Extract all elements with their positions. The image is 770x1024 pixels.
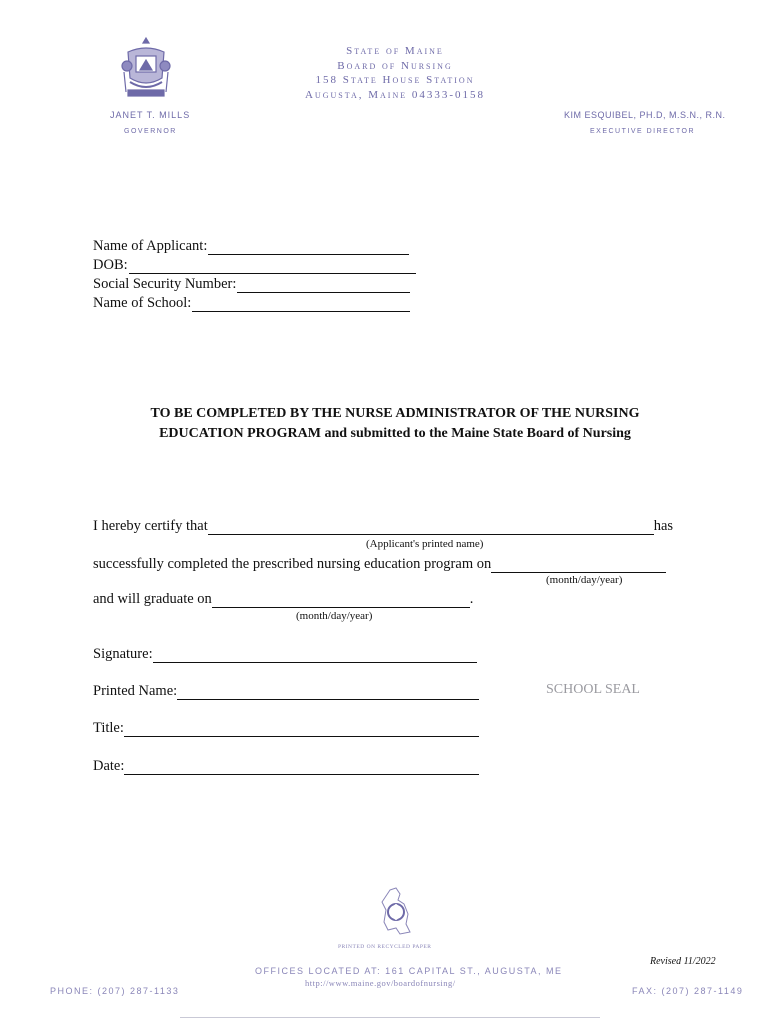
instructions-line-2: EDUCATION PROGRAM and submitted to the Maine State Board of Nursing <box>159 426 631 441</box>
board-name: Board of Nursing <box>337 59 453 72</box>
graduation-date-line[interactable] <box>212 593 470 608</box>
school-field[interactable] <box>93 295 410 312</box>
applicant-name-field[interactable] <box>93 238 409 255</box>
date-line[interactable] <box>124 760 479 775</box>
ssn-field[interactable] <box>93 276 410 293</box>
ssn-line[interactable] <box>237 278 410 293</box>
phone-number: PHONE: (207) 287-1133 <box>50 986 180 996</box>
printed-name-label: Printed Name: <box>93 683 178 699</box>
director-title: EXECUTIVE DIRECTOR <box>590 128 696 135</box>
completion-row <box>93 556 666 573</box>
graduation-end: . <box>469 591 474 607</box>
graduation-text: and will graduate on <box>93 591 212 607</box>
governor-name: JANET T. MILLS <box>110 110 191 120</box>
school-seal-placeholder: SCHOOL SEAL <box>546 682 640 697</box>
signature-row <box>93 646 477 663</box>
fax-number: FAX: (207) 287-1149 <box>632 986 744 996</box>
graduation-date-hint: (month/day/year) <box>296 610 373 622</box>
state-name: State of Maine <box>346 45 444 57</box>
office-address: OFFICES LOCATED AT: 161 CAPITAL ST., AUGUSTA, ME <box>255 966 563 976</box>
graduation-row <box>93 591 473 608</box>
dob-field[interactable] <box>93 257 416 274</box>
printed-name-line[interactable] <box>177 685 479 700</box>
recycle-map-icon <box>372 886 420 938</box>
applicant-name-label: Name of Applicant: <box>93 238 208 254</box>
printed-name-row <box>93 683 479 700</box>
certify-suffix: has <box>653 518 674 534</box>
board-station: 158 State House Station <box>315 74 475 86</box>
board-city: Augusta, Maine 04333-0158 <box>304 88 486 101</box>
completion-date-line[interactable] <box>491 558 666 573</box>
revision-date: Revised 11/2022 <box>650 956 716 967</box>
applicant-name-hint: (Applicant's printed name) <box>366 538 484 550</box>
certify-row <box>93 518 673 535</box>
signature-label: Signature: <box>93 646 153 662</box>
completion-date-hint: (month/day/year) <box>546 574 623 586</box>
school-line[interactable] <box>192 297 410 312</box>
date-row <box>93 758 479 775</box>
date-label: Date: <box>93 758 125 774</box>
title-line[interactable] <box>124 722 479 737</box>
governor-title: GOVERNOR <box>124 128 177 135</box>
school-label: Name of School: <box>93 295 192 311</box>
dob-line[interactable] <box>129 259 416 274</box>
board-website-link[interactable]: http://www.maine.gov/boardofnursing/ <box>305 978 456 988</box>
applicant-name-line[interactable] <box>208 240 409 255</box>
ssn-label: Social Security Number: <box>93 276 237 292</box>
footer-divider <box>180 1017 600 1018</box>
instructions-heading <box>90 404 700 444</box>
dob-label: DOB: <box>93 257 128 273</box>
title-row <box>93 720 479 737</box>
certify-prefix: I hereby certify that <box>93 518 208 534</box>
director-name: KIM ESQUIBEL, PH.D, M.S.N., R.N. <box>564 110 726 120</box>
maine-state-seal-icon <box>118 36 174 100</box>
title-label: Title: <box>93 720 124 736</box>
signature-line[interactable] <box>153 648 477 663</box>
completion-text: successfully completed the prescribed nursing education program on <box>93 556 492 572</box>
instructions-line-1: TO BE COMPLETED BY THE NURSE ADMINISTRATOR OF THE NURSING <box>150 406 640 421</box>
board-address <box>290 44 500 102</box>
applicant-printed-name-line[interactable] <box>208 520 654 535</box>
recycled-paper-text: PRINTED ON RECYCLED PAPER <box>338 944 432 950</box>
